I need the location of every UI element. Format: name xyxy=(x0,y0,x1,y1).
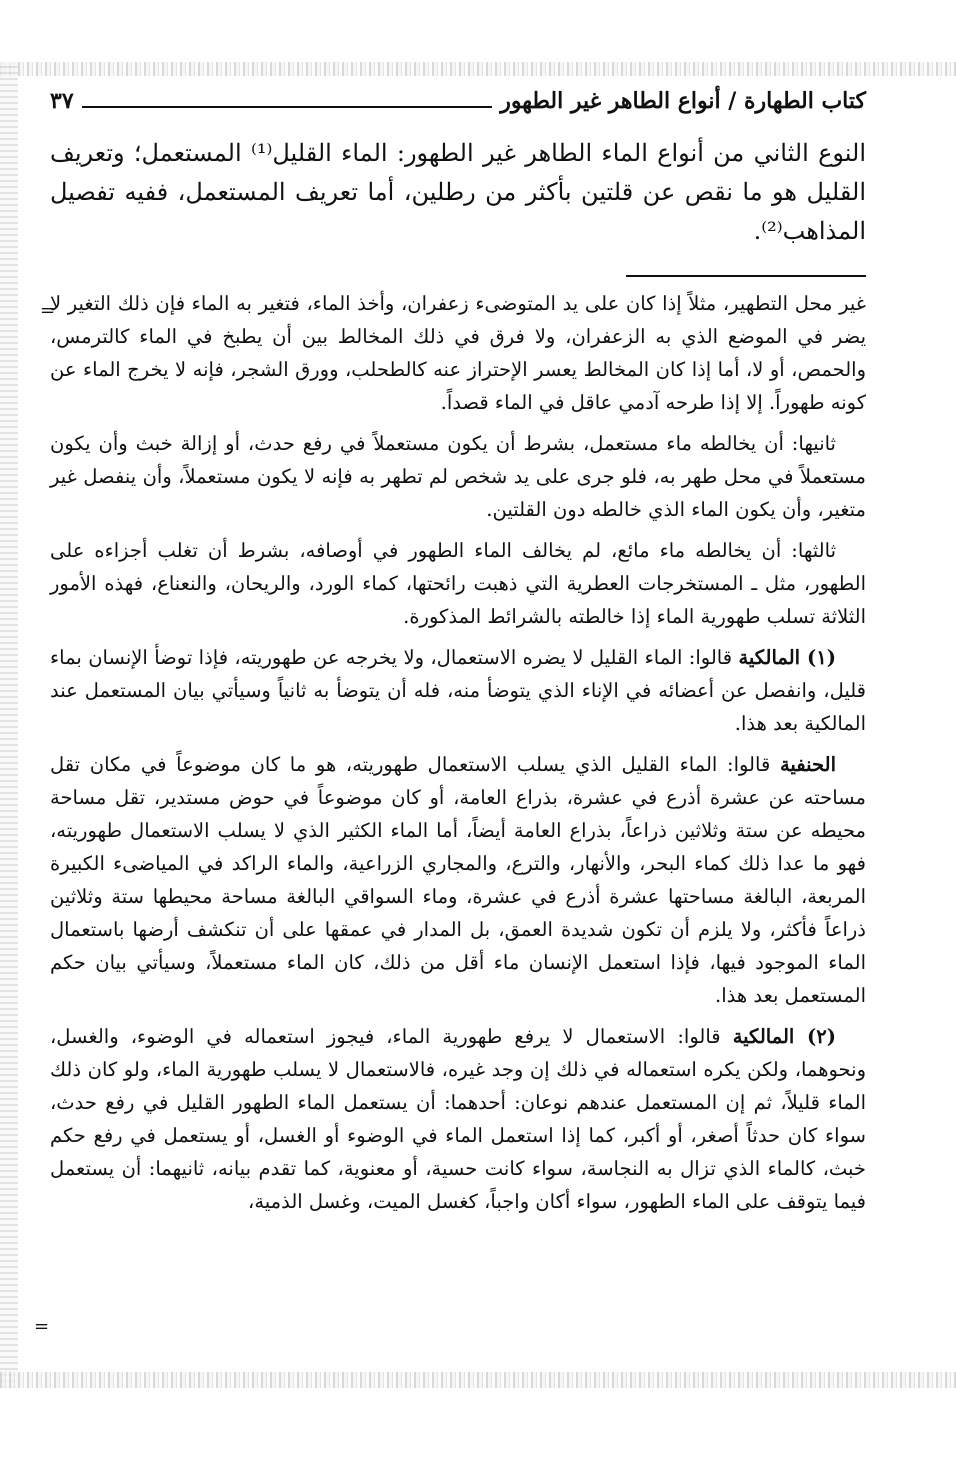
main-paragraph: النوع الثاني من أنواع الماء الطاهر غير الطهور: الماء القليل⁽¹⁾ المستعمل؛ وتعريف القليل هو ما نقص عن قلتين بأكثر من رطلين، أما تعريف المستعمل، ففيه تفصيل المذاهب⁽²⁾. xyxy=(50,139,867,245)
running-header xyxy=(50,88,866,124)
decorative-border-top xyxy=(0,62,956,76)
page xyxy=(50,88,866,1226)
footnote-5-text: قالوا: الماء القليل الذي يسلب الاستعمال طهوريته، هو ما كان موضوعاً في مكان تقل مساحته عن عشرة أذرع في عشرة، بذراع العامة، أو كان موضوعاً في حوض مستدير، تقل مساحة محيطه عن ستة وثلاثين ذراعاً، بذراع العامة أيضاً، أما الماء الكثير الذي لا يسلب الاستعمال طهوريته، فهو ما عدا ذلك كماء البحر، والأنهار، والترع، والمجاري الزراعية، والماء الراكد في المياضىء الكبيرة المربعة، البالغة مساحتها عشرة أذرع في عشرة، وماء السواقي البالغة مساحة محيطها ستة وثلاثين ذراعاً فأكثر، ولا يلزم أن تكون شديدة العمق، بل المدار في عمقها على أن تنكشف أرضها باستعمال الماء الموجود فيها، فإذا استعمل الإنسان ماء أقل من ذلك، كان الماء مستعملاً، وسيأتي بيان حكم المستعمل بعد هذا. xyxy=(50,753,866,1007)
page-number: ٣٧ xyxy=(50,88,74,114)
footnote-end-marker: = xyxy=(34,1316,50,1337)
footnote-paragraph-2: ثانيها: أن يخالطه ماء مستعمل، بشرط أن يكون مستعملاً في رفع حدث، أو إزالة خبث وأن يكون مستعملاً في محل طهر به، فلو جرى على يد شخص لم تطهر به فإنه لا يكون مستعملاً، وأن ينفصل غير متغير، وأن يكون الماء الذي خالطه دون القلتين. xyxy=(50,432,866,521)
header-rule xyxy=(82,106,493,108)
footnote-continuation-marker: = xyxy=(40,300,56,321)
decorative-border-left xyxy=(0,62,18,1388)
header-title: كتاب الطهارة / أنواع الطاهر غير الطهور xyxy=(500,88,866,114)
footnote-paragraph-4 xyxy=(50,641,866,740)
footnote-6-text: قالوا: الاستعمال لا يرفع طهورية الماء، فيجوز استعماله في الوضوء، والغسل، ونحوهما، ولكن يكره استعماله في ذلك إن وجد غيره، فالاستعمال لا يسلب طهورية الماء، ولو كان ذلك الماء قليلاً، ثم إن المستعمل عندهم نوعان: أحدهما: أن يستعمل الماء الطهور القليل في رفع حدث، سواء كان حدثاً أصغر، أو أكبر، كما إذا استعمل الماء في الوضوء أو الغسل، أو يستعمل في رفع حكم خبث، كالماء الذي تزال به النجاسة، سواء كانت حسية، أو معنوية، كما تقدم بيانه، ثانيهما: أن يستعمل فيما يتوقف على الماء الطهور، سواء أكان واجباً، كغسل الميت، وغسل الذمية، xyxy=(50,1025,866,1213)
footnote-paragraph-6 xyxy=(50,1020,866,1218)
footnote-4-lead: (١) المالكية xyxy=(738,646,836,669)
footnote-6-lead: (٢) المالكية xyxy=(732,1025,836,1048)
footnote-4-text: قالوا: الماء القليل لا يضره الاستعمال، ولا يخرجه عن طهوريته، فإذا توضأ الإنسان بماء قليل، وانفصل عن أعضائه في الإناء الذي يتوضأ منه، فله أن يتوضأ به ثانياً وسيأتي بيان المستعمل عند المالكية بعد هذا. xyxy=(50,646,866,735)
decorative-border-bottom xyxy=(0,1372,956,1388)
footnote-paragraph-3: ثالثها: أن يخالطه ماء مائع، لم يخالف الماء الطهور في أوصافه، بشرط أن تغلب أجزاءه على الطهور، مثل ـ المستخرجات العطرية التي ذهبت رائحتها، كماء الورد، والريحان، والنعناع، فهذه الأمور الثلاثة تسلب طهورية الماء إذا خالطته بالشرائط المذكورة. xyxy=(50,539,866,628)
footnote-paragraph-1: غير محل التطهير، مثلاً إذا كان على يد المتوضىء زعفران، وأخذ الماء، فتغير به الماء فإن ذلك التغير لا يضر في الموضع الذي به الزعفران، ولا فرق في ذلك المخالط بين أن يطبخ في الماء كالترمس، والحمص، أو لا، أما إذا كان المخالط يعسر الإحتراز عنه كالطحلب، وورق الشجر، فإنه لا يخرج الماء عن كونه طهوراً. إلا إذا طرحه آدمي عاقل في الماء قصداً. xyxy=(50,292,866,414)
footnote-5-lead: الحنفية xyxy=(779,753,836,776)
footnote-separator xyxy=(626,275,866,277)
footnote-paragraph-5 xyxy=(50,748,866,1012)
